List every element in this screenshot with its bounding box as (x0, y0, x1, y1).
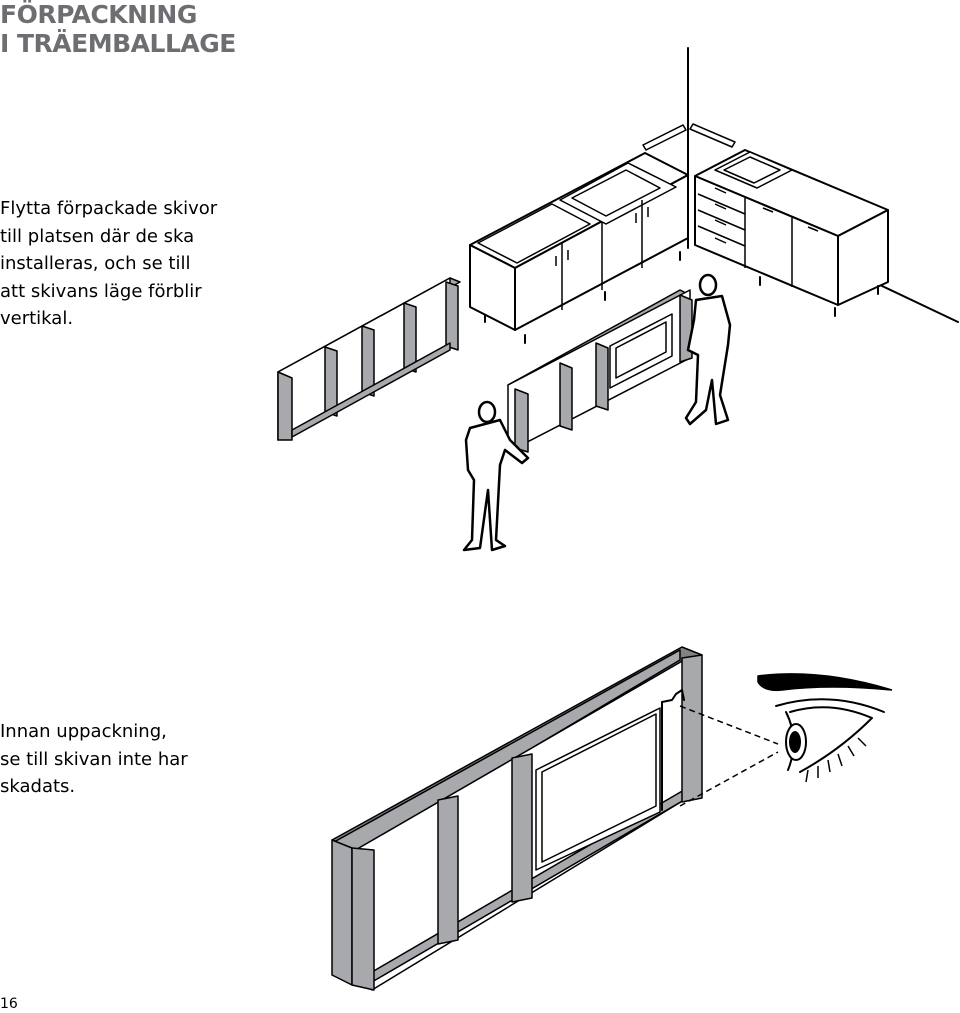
person-head (700, 275, 716, 295)
instruction-line: Flytta förpackade skivor (0, 198, 218, 219)
eyelid-line (776, 699, 884, 712)
pupil (789, 731, 801, 753)
crate-post (278, 372, 292, 440)
instruction-line: skadats. (0, 776, 76, 797)
eyelash (806, 770, 808, 782)
eyelash (828, 760, 830, 772)
cabinet-run-right (695, 150, 888, 316)
crate-post (515, 389, 528, 452)
inspection-illustration (332, 647, 892, 990)
instruction-line: till platsen där de ska (0, 225, 195, 247)
heading-line-1: FÖRPACKNING (0, 0, 197, 29)
standing-crate (278, 278, 460, 440)
crate-post (438, 796, 458, 944)
eye-icon (758, 674, 892, 782)
crate-post (512, 754, 532, 902)
kitchen-illustration (278, 48, 958, 550)
crate-post (352, 848, 374, 990)
crate-post (596, 343, 608, 410)
instruction-line: installeras, och se till (0, 253, 191, 274)
wall-floor-line (880, 285, 958, 322)
wall-rail (643, 125, 686, 150)
crate-post (446, 282, 458, 350)
crate-post (682, 655, 702, 802)
eyelash (858, 738, 866, 746)
eyebrow (758, 674, 892, 690)
eyelash (838, 754, 842, 766)
crate-post (404, 303, 416, 372)
wall-rail (690, 124, 735, 147)
instruction-line: Innan uppackning, (0, 721, 167, 742)
instruction-line: att skivans läge förblir (0, 280, 202, 302)
instruction-line: se till skivan inte har (0, 748, 188, 770)
person-head (479, 402, 495, 422)
page-number: 16 (0, 996, 18, 1012)
person-right (686, 275, 730, 424)
crate-end-post (332, 840, 352, 985)
eyelash (848, 746, 854, 756)
crate-post (560, 363, 572, 430)
instruction-line: vertikal. (0, 308, 74, 329)
heading-line-2: I TRÄEMBALLAGE (0, 29, 236, 58)
